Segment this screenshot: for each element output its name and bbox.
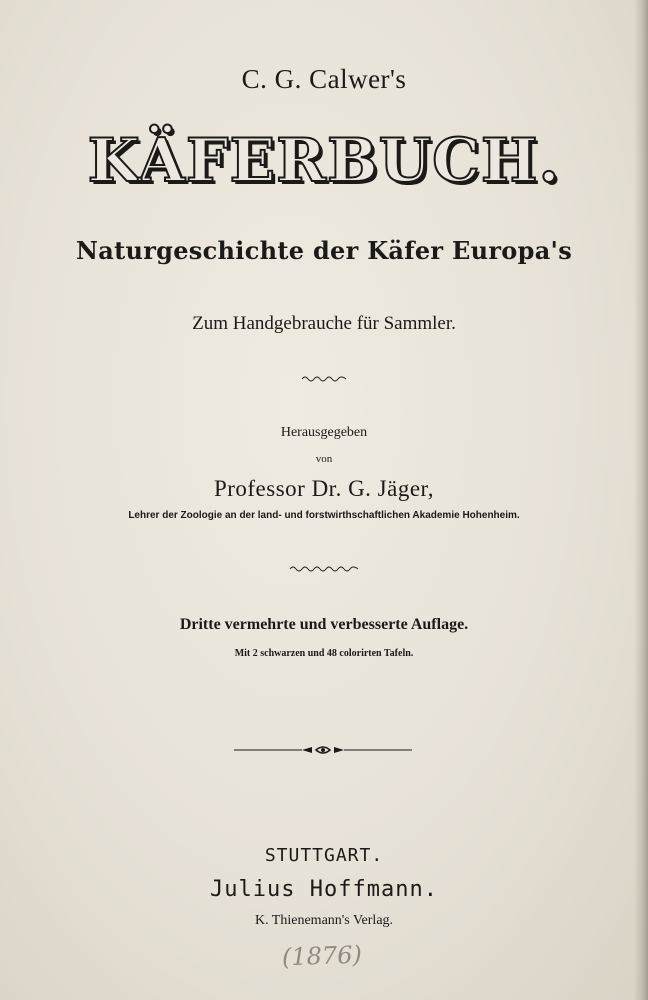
- imprint: K. Thienemann's Verlag.: [254, 913, 394, 928]
- subtitle: Naturgeschichte der Käfer Europa's: [75, 236, 573, 265]
- author-line: C. G. Calwer's: [241, 64, 407, 94]
- edited-by-label: Herausgegeben: [280, 425, 368, 440]
- city: STUTTGART.: [264, 845, 384, 866]
- von-label: von: [315, 453, 333, 465]
- purpose-line: Zum Handgebrauche für Sammler.: [192, 313, 456, 334]
- editor-name: Professor Dr. G. Jäger,: [213, 476, 435, 501]
- wave-ornament-icon: [289, 564, 359, 574]
- editor-position: Lehrer der Zoologie an der land- und forstwirthschaftlichen Akademie Hohenheim.: [128, 510, 520, 521]
- book-title: KÄFERBUCH.: [87, 126, 561, 196]
- edition-line: Dritte vermehrte und verbesserte Auflage.: [179, 616, 469, 633]
- plates-line: Mit 2 schwarzen und 48 colorirten Tafeln.: [234, 648, 414, 659]
- wave-ornament-icon: [301, 374, 347, 384]
- publisher: Julius Hoffmann.: [210, 877, 438, 902]
- divider-ornament-icon: [232, 742, 414, 758]
- handwritten-date-note: (1876): [281, 940, 363, 972]
